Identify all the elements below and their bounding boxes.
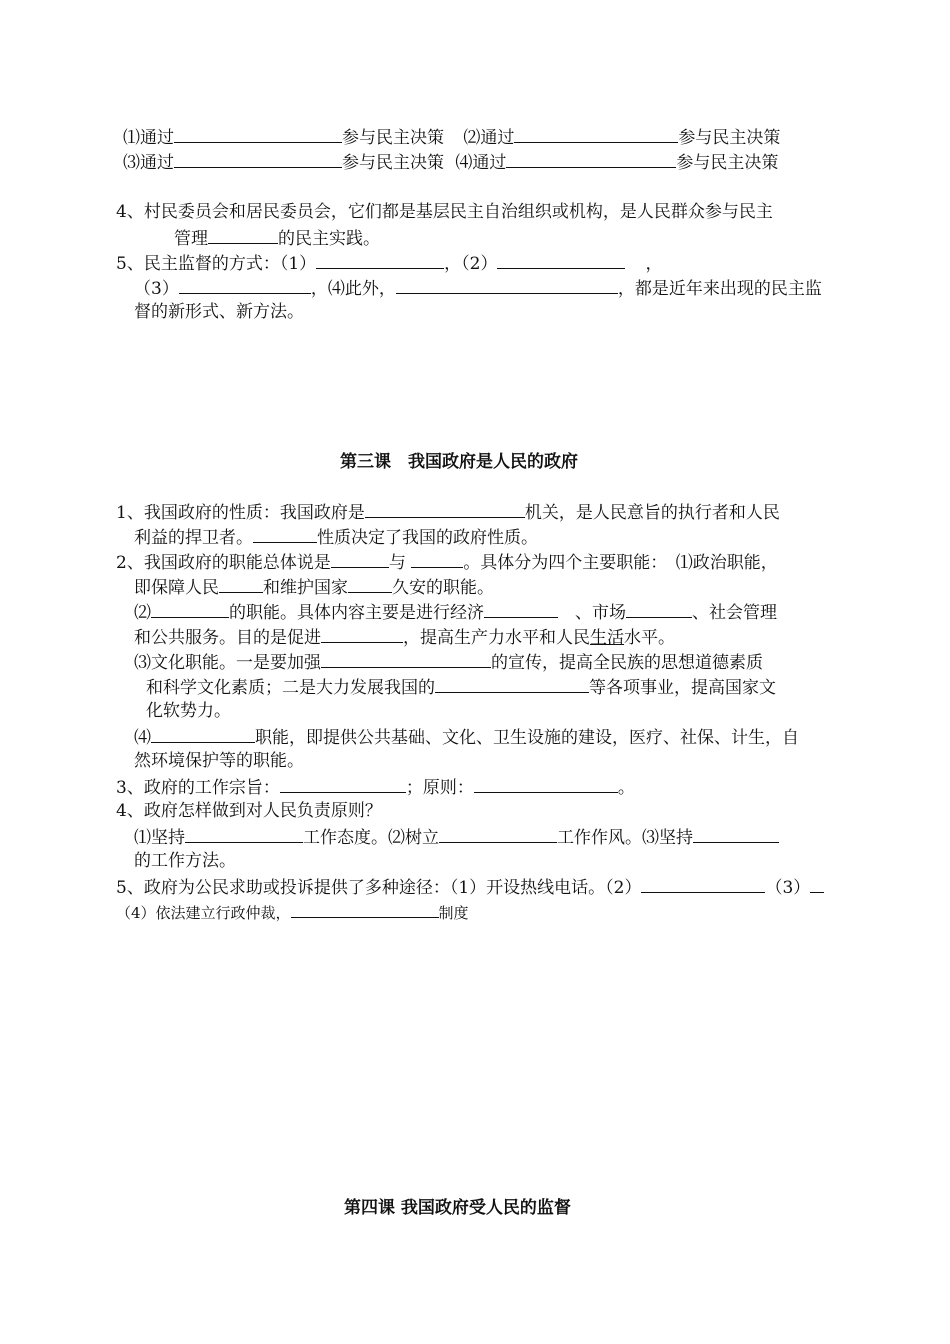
q5-line-2: （3） ，⑷此外， ，都是近年来出现的民主监 [134, 275, 822, 301]
blank[interactable] [208, 225, 278, 244]
blank[interactable] [280, 774, 406, 793]
l3-q5-line-2: （4）依法建立行政仲裁， 制度 [116, 899, 469, 925]
blank[interactable] [626, 599, 692, 618]
blank[interactable] [253, 524, 317, 543]
l3-q2-line-9: 然环境保护等的职能。 [134, 751, 304, 771]
l3-q4-line-2: ⑴坚持 工作态度。⑵树立 工作作风。⑶坚持 [134, 824, 779, 850]
l3-q2-line-5: ⑶文化职能。一是要加强 的宣传，提高全民族的思想道德素质 [134, 649, 763, 675]
blank[interactable] [506, 149, 676, 168]
blank[interactable] [439, 824, 557, 843]
blank[interactable] [151, 599, 229, 618]
l3-q2-line-3: ⑵ 的职能。具体内容主要是进行经济 、市场 、社会管理 [134, 599, 777, 625]
blank[interactable] [321, 624, 403, 643]
blank[interactable] [219, 574, 263, 593]
l3-q4-line-3: 的工作方法。 [134, 851, 236, 871]
blank[interactable] [174, 149, 342, 168]
blank[interactable] [316, 250, 444, 269]
blank[interactable] [484, 599, 558, 618]
l3-q1-line-2: 利益的捍卫者。 性质决定了我国的政府性质。 [134, 524, 538, 550]
q3-line-1: ⑴通过 参与民主决策 ⑵通过 参与民主决策 [123, 124, 780, 150]
q3-line-2: ⑶通过 参与民主决策 ⑷通过 参与民主决策 [123, 149, 778, 175]
l3-q3: 3、政府的工作宗旨： ；原则： 。 [116, 774, 635, 800]
l3-q5-line-1: 5、政府为公民求助或投诉提供了多种途径：（1）开设热线电话。（2） （3） [116, 874, 824, 900]
l3-q2-line-1: 2、我国政府的职能总体说是 与 。具体分为四个主要职能： ⑴政治职能， [116, 549, 778, 575]
blank[interactable] [474, 774, 618, 793]
l3-q4-line-1: 4、政府怎样做到对人民负责原则？ [116, 801, 382, 821]
l3-q2-line-8: ⑷ 职能，即提供公共基础、文化、卫生设施的建设，医疗、社保、计生，自 [134, 724, 799, 750]
lesson4-title: 第四课 我国政府受人民的监督 [344, 1198, 571, 1218]
blank[interactable] [151, 724, 255, 743]
blank[interactable] [185, 824, 303, 843]
blank[interactable] [321, 649, 491, 668]
blank[interactable] [641, 874, 765, 893]
blank[interactable] [396, 275, 618, 294]
l3-q1-line-1: 1、我国政府的性质：我国政府是 机关，是人民意旨的执行者和人民 [116, 499, 780, 525]
blank[interactable] [693, 824, 779, 843]
l3-q2-line-4: 和公共服务。目的是促进 ，提高生产力水平和人民生活水平。 [134, 624, 675, 650]
blank[interactable] [411, 549, 463, 568]
l3-q2-line-2: 即保障人民 和维护国家 久安的职能。 [134, 574, 494, 600]
q4-line-1: 4、村民委员会和居民委员会，它们都是基层民主自治组织或机构，是人民群众参与民主 [116, 202, 773, 222]
blank[interactable] [348, 574, 392, 593]
lesson3-title: 第三课 我国政府是人民的政府 [340, 452, 578, 472]
blank[interactable] [497, 250, 625, 269]
blank[interactable] [435, 674, 589, 693]
l3-q2-line-6: 和科学文化素质；二是大力发展我国的 等各项事业，提高国家文 [146, 674, 776, 700]
l3-q2-line-7: 化软势力。 [146, 701, 231, 721]
q5-line-3: 督的新形式、新方法。 [134, 302, 304, 322]
blank[interactable] [331, 549, 389, 568]
blank[interactable] [810, 874, 824, 893]
blank[interactable] [174, 124, 342, 143]
q5-line-1: 5、民主监督的方式：（1） ，（2） ， [116, 250, 662, 276]
blank[interactable] [514, 124, 678, 143]
blank[interactable] [365, 499, 525, 518]
q4-line-2: 管理 的民主实践。 [174, 225, 380, 251]
blank[interactable] [291, 899, 439, 918]
blank[interactable] [179, 275, 311, 294]
